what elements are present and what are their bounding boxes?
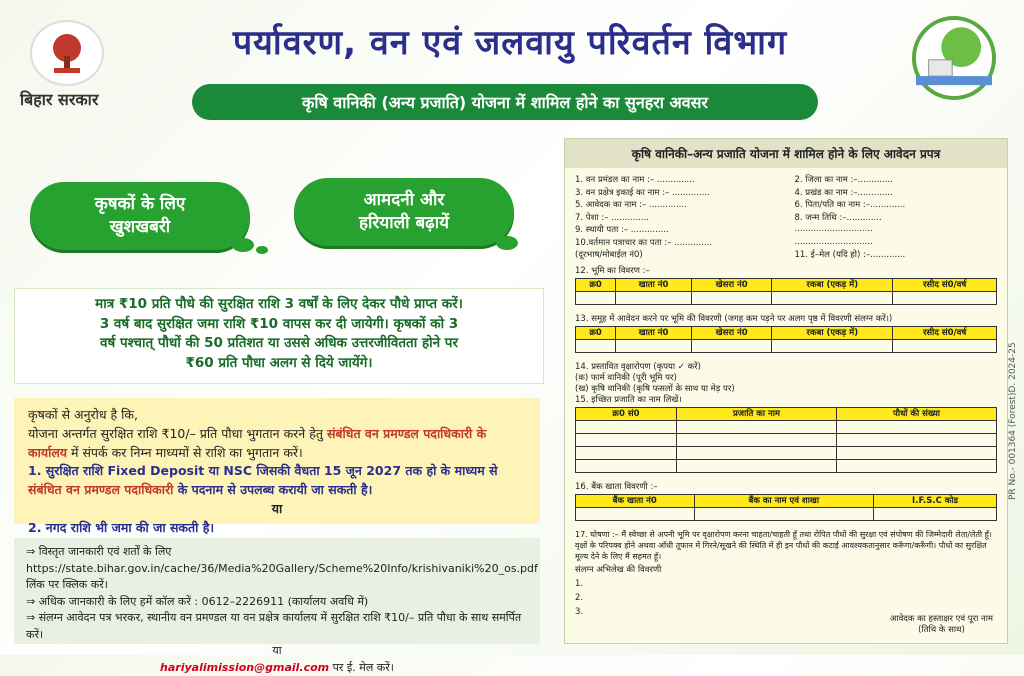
details-link[interactable]: विस्तृत जानकारी एवं शर्तों के लिए https://state.bihar.gov.in/cache/36/Media%20Gallery/Scheme%20Info/krishivaniki%20_os.pdf लिंक पर क्लिक करें। (26, 545, 538, 591)
cloud-bubble (232, 238, 254, 252)
submit-line: ⇒ संलग्न आवेदन पत्र भरकर, स्थानीय वन प्रमण्डल या वन प्रक्षेत्र कार्यालय में सुरक्षित राशि ₹10/– प्रति पौधा के साथ समर्पित करें। (26, 611, 522, 641)
land-table (575, 278, 997, 305)
form-field-row (575, 174, 997, 187)
attachment-item: 2. (575, 593, 584, 604)
govt-name: बिहार सरकार (20, 90, 99, 109)
table-header-cell: क्र0 (576, 278, 616, 291)
application-form (564, 138, 1008, 644)
signature-label: आवेदक का हस्ताक्षर एवं पूरा नाम (889, 614, 993, 624)
form-field-row (575, 212, 997, 225)
info-line: मात्र ₹10 प्रति पौधे की सुरक्षित राशि 3 वर्षों के लिए देकर पौधे प्राप्त करें। (95, 296, 463, 312)
attachments-label: संलग्न अभिलेख की विवरणी (575, 565, 662, 576)
cloud-income (294, 178, 514, 246)
field-label[interactable]: ............................. (794, 224, 873, 234)
group-land-label: 13. समूह में आवेदन करने पर भूमि की विवरणी (जगह कम पड़ने पर अलग पृष्ठ में विवरणी संलग्न करें।) (575, 313, 893, 324)
or-separator: या (272, 644, 282, 657)
attachment-item: 3. (575, 607, 584, 618)
table-header-cell: खेसरा नं0 (691, 326, 771, 339)
option-highlight: संबंधित वन प्रमण्डल पदाधिकारी (28, 482, 174, 497)
table-header-cell: खेसरा नं0 (691, 278, 771, 291)
or-separator: या (271, 500, 283, 516)
table-header-cell: प्रजाति का नाम (676, 407, 836, 420)
request-text: योजना अन्तर्गत सुरक्षित राशि ₹10/– प्रति पौधा भुगतान करने हेतु (28, 425, 327, 441)
info-line: ₹60 प्रति पौधा अलग से दिये जायेंगे। (185, 354, 373, 371)
field-label[interactable]: ............................. (794, 236, 873, 247)
table-header-cell: क्र0 सं0 (576, 407, 677, 420)
cloud-bubble (256, 246, 268, 254)
field-label[interactable]: 5. आवेदक का नाम :– .............. (575, 200, 687, 210)
pr-number: PR No.- 001364 (Forest)D. 2024-25 (1008, 342, 1018, 500)
declaration: 17. घोषणा :– मैं स्वेच्छा से अपनी भूमि पर वृक्षारोपण करना चाहता/चाहती हूँ तथा रोपित पौधों की सुरक्षा एवं संपोषण की जिम्मेदारी लेता/लेती हूँ। वृक्षों के परिपक्व होने अथवा आँधी तूफान में गिरने/सूखने की स्थिति में ही इन पौधों की कटाई आवश्यकतानुसार करूँगा/करूँगी। पौधों का सुरक्षित मूल्य देने के लिए मैं सहमत हूँ। (575, 529, 992, 561)
payment-request-box (14, 398, 540, 535)
land-section-label: 12. भूमि का विवरण :– (575, 265, 650, 276)
email-suffix: पर ई. मेल करें। (329, 660, 394, 674)
field-label[interactable]: 8. जन्म तिथि :–............. (794, 212, 882, 223)
info-line: 3 वर्ष बाद सुरक्षित जमा राशि ₹10 वापस कर दी जायेगी। कृषकों को 3 (99, 315, 459, 332)
field-label[interactable]: 1. वन प्रमंडल का नाम :– .............. (575, 175, 695, 185)
table-header-cell: खाता नं0 (616, 326, 692, 339)
attachment-item: 1. (575, 579, 584, 590)
cloud-text: खुशखबरी (109, 217, 171, 237)
field-label[interactable]: 6. पिता/पति का नाम :–............. (794, 200, 906, 210)
bihar-govt-logo (30, 20, 104, 86)
details-link-line: ⇒ विस्तृत जानकारी एवं शर्तों के लिए https://state.bihar.gov.in/cache/36/Media%20Gallery/Scheme%20Info/krishivaniki%20_os.pdf लिंक पर क्लिक करें। (26, 545, 538, 591)
submit-text: संलग्न आवेदन पत्र भरकर, स्थानीय वन प्रमण्डल या वन प्रक्षेत्र कार्यालय में सुरक्षित राशि ₹10/– प्रति पौधा के साथ समर्पित करें। (26, 611, 522, 641)
form-field-row (575, 237, 997, 250)
table-header-cell: खाता नं0 (616, 278, 692, 291)
table-header-cell: I.F.S.C कोड (874, 494, 997, 507)
table-header-cell: रकबा (एकड़ में) (772, 326, 893, 339)
plantation-option-agro[interactable]: (ख) कृषि वानिकी (कृषि फसलों के साथ या मेड़ पर) (575, 383, 735, 394)
phone-line: ⇒ अधिक जानकारी के लिए हमें कॉल करें : 0612–2226911 (कार्यालय अवधि में) (26, 594, 369, 608)
table-header-cell: बैंक का नाम एवं शाखा (694, 494, 874, 507)
group-land-table (575, 326, 997, 353)
table-header-cell: रकबा (एकड़ में) (772, 278, 893, 291)
contact-info-box (14, 538, 540, 674)
request-office-highlight: संबंधित वन प्रमण्डल पदाधिकारी के कार्यालय (28, 425, 487, 460)
request-text: में संपर्क कर निम्न माध्यमों से राशि का भुगतान करें। (67, 444, 303, 460)
bank-label: 16. बैंक खाता विवरणी :– (575, 481, 658, 492)
form-field-row (575, 187, 997, 200)
deposit-info-box (14, 288, 544, 384)
payment-option-2: 2. नगद राशि भी जमा की जा सकती है। (28, 519, 215, 535)
field-label[interactable]: 7. पेशा :– .............. (575, 212, 649, 223)
request-line (28, 425, 526, 463)
table-header-cell: रसीद सं0/वर्ष (893, 326, 997, 339)
form-field-row (575, 249, 997, 262)
payment-option-1 (28, 462, 526, 500)
table-header-cell: रसीद सं0/वर्ष (893, 278, 997, 291)
table-header-cell: बैंक खाता नं0 (576, 494, 695, 507)
request-intro: कृषकों से अनुरोध है कि, (28, 407, 138, 422)
field-label[interactable]: 11. ई–मेल (यदि हो) :–............. (794, 250, 906, 260)
bodhi-tree-icon (42, 28, 92, 78)
cloud-text: आमदनी और (363, 190, 445, 211)
form-field-row (575, 224, 997, 237)
cloud-bubble (496, 236, 518, 250)
form-title: कृषि वानिकी–अन्य प्रजाति योजना में शामिल होने के लिए आवेदन प्रपत्र (565, 139, 1007, 168)
field-label[interactable]: 3. वन प्रक्षेत्र इकाई का नाम :– .............. (575, 187, 710, 198)
form-field-row (575, 199, 997, 212)
signature-sub: (तिथि के साथ) (918, 625, 965, 635)
cloud-text: कृषकों के लिए (94, 194, 186, 215)
scheme-banner: कृषि वानिकी (अन्य प्रजाति) योजना में शामिल होने का सुनहरा अवसर (192, 84, 818, 120)
field-label[interactable]: (दूरभाष/मोबाईल नं0) (575, 250, 643, 260)
hariyali-logo (912, 16, 996, 100)
cloud-text: हरियाली बढ़ायें (358, 213, 450, 233)
cloud-good-news (30, 182, 250, 250)
field-label[interactable]: 4. प्रखंड का नाम :–............. (794, 187, 893, 198)
info-line: वर्ष पश्चात् पौधों की 50 प्रतिशत या उससे अधिक उत्तरजीवितता होने पर (100, 335, 458, 352)
species-table (575, 407, 997, 473)
email-link[interactable]: hariyalimission@gmail.com (160, 660, 330, 674)
option-text: 1. सुरक्षित राशि Fixed Deposit या NSC जिसकी वैधता 15 जून 2027 तक हो के माध्यम से (28, 463, 498, 479)
field-label[interactable]: 2. जिला का नाम :–............. (794, 175, 893, 185)
department-title: पर्यावरण, वन एवं जलवायु परिवर्तन विभाग (232, 23, 788, 63)
phone-text: अधिक जानकारी के लिए हमें कॉल करें : 0612–2226911 (कार्यालय अवधि में) (38, 594, 369, 608)
plantation-option-farm[interactable]: (क) फार्म वानिकी (पूरी भूमि पर) (575, 372, 677, 383)
field-label[interactable]: 9. स्थायी पता :– .............. (575, 225, 669, 235)
field-label[interactable]: 10.वर्तमान पत्राचार का पता :– .............. (575, 237, 712, 248)
table-header-cell: क्र0 (576, 326, 616, 339)
form-fields (575, 174, 997, 262)
table-header-cell: पौधों की संख्या (837, 407, 997, 420)
species-label: 15. इच्छित प्रजाति का नाम लिखें। (575, 394, 682, 405)
bank-table (575, 494, 997, 521)
plantation-label: 14. प्रस्तावित वृक्षारोपण (कृपया ✓ करें) (575, 361, 701, 372)
option-text: के पदनाम से उपलब्ध करायी जा सकती है। (173, 482, 373, 497)
